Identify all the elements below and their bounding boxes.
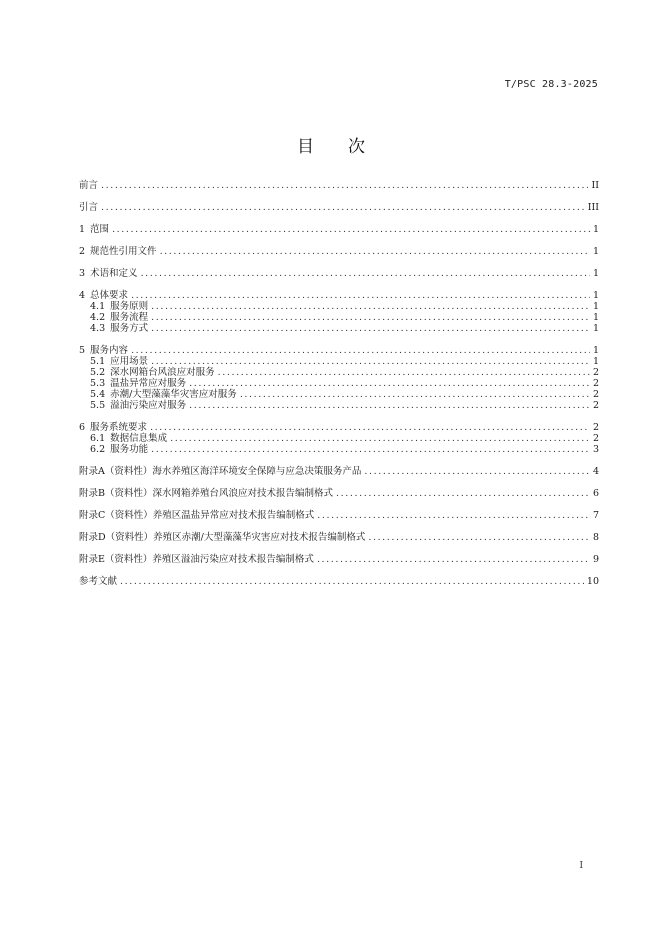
- toc-entry-number: 6.1: [90, 433, 106, 444]
- toc-entry-number: 5.1: [90, 356, 106, 367]
- toc-dot-leader: [151, 444, 590, 455]
- toc-entry-number: 5: [79, 345, 86, 356]
- toc-dot-leader: [131, 345, 590, 356]
- toc-entry[interactable]: [79, 312, 599, 323]
- toc-entry-number: 4: [79, 290, 86, 301]
- toc-entry[interactable]: [79, 180, 599, 191]
- toc-entry-number: 4.3: [90, 323, 106, 334]
- toc-entry[interactable]: [79, 466, 599, 477]
- toc-dot-leader: [120, 576, 584, 587]
- toc-dot-leader: [364, 466, 590, 477]
- toc-entry-page: 1: [592, 224, 599, 235]
- toc-entry-number: 6.2: [90, 444, 106, 455]
- toc-entry-label: 引言: [79, 202, 99, 213]
- toc-entry[interactable]: [79, 510, 599, 521]
- toc-dot-leader: [150, 422, 590, 433]
- toc-entry-page: 6: [592, 488, 599, 499]
- toc-entry-label: 附录B（资料性）深水网箱养殖台风浪应对技术报告编制格式: [79, 488, 333, 499]
- toc-dot-leader: [317, 554, 590, 565]
- toc-entry-label: 应用场景: [110, 356, 149, 367]
- page-number: I: [579, 861, 583, 871]
- toc-entry-label: 服务流程: [110, 312, 149, 323]
- table-of-contents: [79, 180, 599, 587]
- toc-entry-page: 1: [592, 268, 599, 279]
- toc-entry-label: 服务内容: [90, 345, 129, 356]
- toc-entry-page: III: [587, 202, 599, 213]
- toc-dot-leader: [189, 378, 590, 389]
- toc-entry-number: 2: [79, 246, 86, 257]
- toc-entry-page: 8: [592, 532, 599, 543]
- toc-entry[interactable]: [79, 378, 599, 389]
- toc-entry-label: 总体要求: [90, 290, 129, 301]
- toc-entry-label: 参考文献: [79, 576, 118, 587]
- toc-entry-label: 术语和定义: [90, 268, 138, 279]
- toc-entry-page: 7: [592, 510, 599, 521]
- toc-entry[interactable]: [79, 268, 599, 279]
- toc-title: 目次: [297, 137, 399, 157]
- toc-dot-leader: [151, 356, 590, 367]
- toc-entry-page: 1: [592, 345, 599, 356]
- toc-dot-leader: [151, 312, 590, 323]
- toc-entry-number: 5.2: [90, 367, 106, 378]
- toc-entry[interactable]: [79, 576, 599, 587]
- toc-dot-leader: [170, 433, 590, 444]
- toc-entry-label: 服务系统要求: [90, 422, 148, 433]
- toc-entry[interactable]: [79, 301, 599, 312]
- toc-entry-page: 1: [592, 246, 599, 257]
- toc-entry-page: 4: [592, 466, 599, 477]
- toc-entry[interactable]: [79, 224, 599, 235]
- toc-entry[interactable]: [79, 389, 599, 400]
- toc-dot-leader: [218, 367, 590, 378]
- toc-entry-label: 服务方式: [110, 323, 149, 334]
- toc-entry[interactable]: [79, 422, 599, 433]
- toc-entry-page: 2: [592, 389, 599, 400]
- toc-entry-label: 温盐异常应对服务: [110, 378, 187, 389]
- toc-entry-page: 2: [592, 422, 599, 433]
- toc-entry-label: 附录C（资料性）养殖区温盐异常应对技术报告编制格式: [79, 510, 315, 521]
- toc-entry-label: 范围: [90, 224, 110, 235]
- toc-dot-leader: [151, 323, 590, 334]
- toc-entry-page: 2: [592, 400, 599, 411]
- toc-entry-page: 2: [592, 378, 599, 389]
- toc-dot-leader: [151, 301, 590, 312]
- toc-dot-leader: [141, 268, 590, 279]
- toc-entry[interactable]: [79, 554, 599, 565]
- toc-entry-label: 附录D（资料性）养殖区赤潮/大型藻藻华灾害应对技术报告编制格式: [79, 532, 366, 543]
- toc-entry[interactable]: [79, 345, 599, 356]
- toc-entry[interactable]: [79, 356, 599, 367]
- toc-dot-leader: [240, 389, 590, 400]
- toc-entry[interactable]: [79, 202, 599, 213]
- toc-entry-page: II: [591, 180, 599, 191]
- toc-entry-number: 4.1: [90, 301, 106, 312]
- toc-entry[interactable]: [79, 323, 599, 334]
- toc-entry[interactable]: [79, 433, 599, 444]
- toc-entry-label: 服务原则: [110, 301, 149, 312]
- toc-entry-label: 附录E（资料性）养殖区溢油污染应对技术报告编制格式: [79, 554, 314, 565]
- toc-dot-leader: [317, 510, 590, 521]
- toc-entry[interactable]: [79, 444, 599, 455]
- toc-entry-page: 10: [586, 576, 599, 587]
- toc-entry-page: 3: [592, 444, 599, 455]
- toc-dot-leader: [336, 488, 590, 499]
- toc-entry-number: 5.4: [90, 389, 106, 400]
- toc-dot-leader: [101, 202, 585, 213]
- standard-code: T/PSC 28.3-2025: [504, 79, 598, 90]
- toc-entry-label: 深水网箱台风浪应对服务: [110, 367, 215, 378]
- toc-entry-number: 3: [79, 268, 86, 279]
- toc-entry-label: 规范性引用文件: [90, 246, 157, 257]
- toc-entry-label: 数据信息集成: [110, 433, 168, 444]
- toc-entry[interactable]: [79, 532, 599, 543]
- toc-entry-number: 5.5: [90, 400, 106, 411]
- toc-entry-number: 5.3: [90, 378, 106, 389]
- toc-dot-leader: [368, 532, 590, 543]
- toc-entry-page: 1: [592, 301, 599, 312]
- toc-dot-leader: [101, 180, 588, 191]
- toc-entry-label: 前言: [79, 180, 99, 191]
- toc-entry-page: 1: [592, 290, 599, 301]
- toc-entry-page: 1: [592, 323, 599, 334]
- toc-entry[interactable]: [79, 400, 599, 411]
- toc-entry-page: 9: [592, 554, 599, 565]
- toc-entry-number: 1: [79, 224, 86, 235]
- toc-entry[interactable]: [79, 488, 599, 499]
- toc-dot-leader: [160, 246, 590, 257]
- toc-entry-page: 2: [592, 433, 599, 444]
- toc-entry-page: 2: [592, 367, 599, 378]
- toc-entry[interactable]: [79, 246, 599, 257]
- toc-dot-leader: [112, 224, 590, 235]
- toc-entry-number: 4.2: [90, 312, 106, 323]
- toc-dot-leader: [131, 290, 590, 301]
- toc-dot-leader: [189, 400, 590, 411]
- toc-entry[interactable]: [79, 290, 599, 301]
- toc-entry-number: 6: [79, 422, 86, 433]
- toc-entry-label: 溢油污染应对服务: [110, 400, 187, 411]
- toc-entry-label: 赤潮/大型藻藻华灾害应对服务: [110, 389, 237, 400]
- toc-entry-label: 服务功能: [110, 444, 149, 455]
- toc-entry[interactable]: [79, 367, 599, 378]
- toc-entry-page: 1: [592, 356, 599, 367]
- toc-entry-label: 附录A（资料性）海水养殖区海洋环境安全保障与应急决策服务产品: [79, 466, 362, 477]
- toc-entry-page: 1: [592, 312, 599, 323]
